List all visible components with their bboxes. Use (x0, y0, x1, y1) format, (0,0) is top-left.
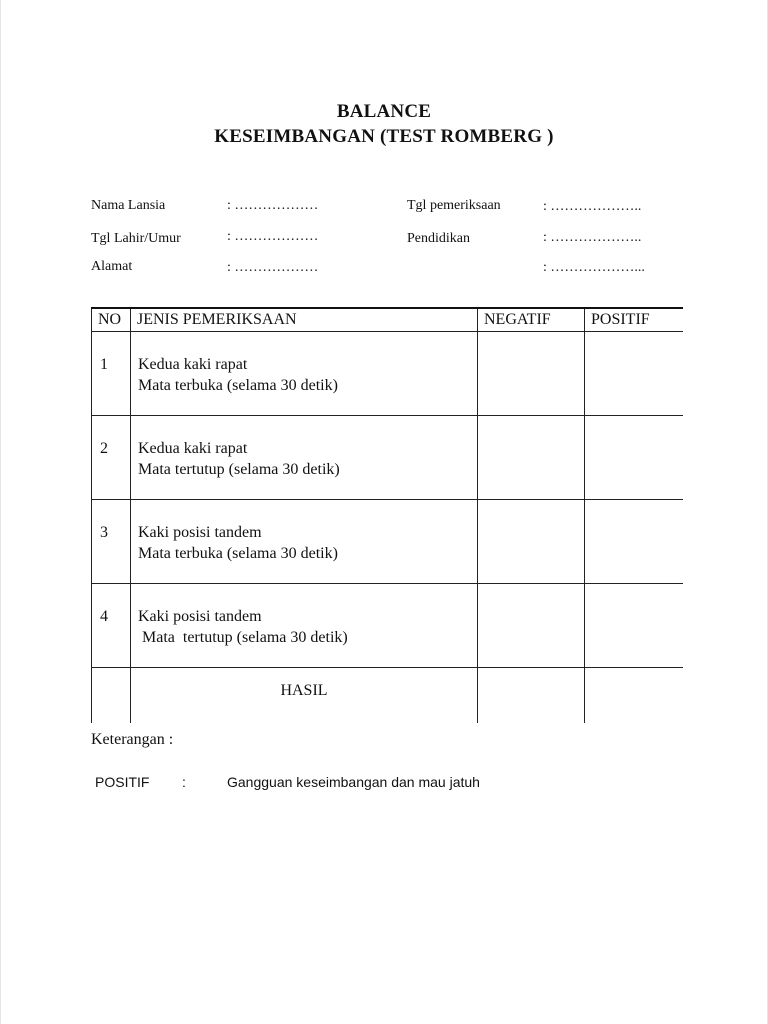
legend-positif-description: Gangguan keseimbangan dan mau jatuh (227, 774, 480, 790)
hasil-label: HASIL (131, 668, 478, 724)
pendidikan-label: Pendidikan (407, 231, 470, 246)
extra-field-value: : ………………... (543, 260, 645, 275)
row-description-line1: Kedua kaki rapat (138, 440, 248, 457)
tgl-lahir-label: Tgl Lahir/Umur (91, 231, 181, 246)
negatif-cell[interactable] (478, 416, 585, 500)
romberg-test-table (91, 307, 683, 723)
hasil-row (92, 668, 683, 724)
header-positif: POSITIF (585, 308, 683, 332)
row-description-line2: Mata terbuka (selama 30 detik) (138, 545, 338, 562)
row-description-line2: Mata tertutup (selama 30 detik) (138, 461, 340, 478)
keterangan-label: Keterangan : (91, 731, 174, 748)
table-row (92, 416, 683, 500)
pendidikan-value: : ……………….. (543, 230, 642, 245)
negatif-cell[interactable] (478, 332, 585, 416)
table-header-row (92, 308, 683, 332)
tgl-pemeriksaan-label: Tgl pemeriksaan (407, 198, 501, 213)
header-no: NO (92, 308, 131, 332)
header-negatif: NEGATIF (478, 308, 585, 332)
table-row (92, 500, 683, 584)
alamat-label: Alamat (91, 259, 133, 274)
row-description (131, 500, 478, 584)
page-left-edge (0, 0, 1, 1024)
table-row (92, 584, 683, 668)
row-description-line2: Mata terbuka (selama 30 detik) (138, 377, 338, 394)
row-description-line1: Kaki posisi tandem (138, 524, 262, 541)
row-description-line1: Kaki posisi tandem (138, 608, 262, 625)
positif-cell[interactable] (585, 584, 683, 668)
tgl-lahir-value: : ……………… (227, 229, 319, 244)
header-jenis-pemeriksaan: JENIS PEMERIKSAAN (131, 308, 478, 332)
legend-colon: : (182, 774, 186, 790)
negatif-cell[interactable] (478, 500, 585, 584)
row-number: 1 (92, 332, 131, 416)
alamat-value: : ……………… (227, 260, 319, 275)
hasil-no-cell (92, 668, 131, 724)
row-description (131, 332, 478, 416)
row-description-line2: Mata tertutup (selama 30 detik) (138, 629, 348, 646)
hasil-positif-cell[interactable] (585, 668, 683, 724)
table-row (92, 332, 683, 416)
document-subtitle: KESEIMBANGAN (TEST ROMBERG ) (214, 126, 554, 147)
hasil-negatif-cell[interactable] (478, 668, 585, 724)
row-description (131, 584, 478, 668)
positif-cell[interactable] (585, 500, 683, 584)
row-number: 4 (92, 584, 131, 668)
row-description-line1: Kedua kaki rapat (138, 356, 248, 373)
positif-cell[interactable] (585, 332, 683, 416)
negatif-cell[interactable] (478, 584, 585, 668)
row-description (131, 416, 478, 500)
row-number: 2 (92, 416, 131, 500)
document-title: BALANCE (336, 101, 432, 122)
tgl-pemeriksaan-value: : ……………….. (543, 199, 642, 214)
row-number: 3 (92, 500, 131, 584)
legend-positif-term: POSITIF (95, 774, 150, 790)
positif-cell[interactable] (585, 416, 683, 500)
nama-lansia-label: Nama Lansia (91, 198, 166, 213)
nama-lansia-value: : ……………… (227, 198, 319, 213)
